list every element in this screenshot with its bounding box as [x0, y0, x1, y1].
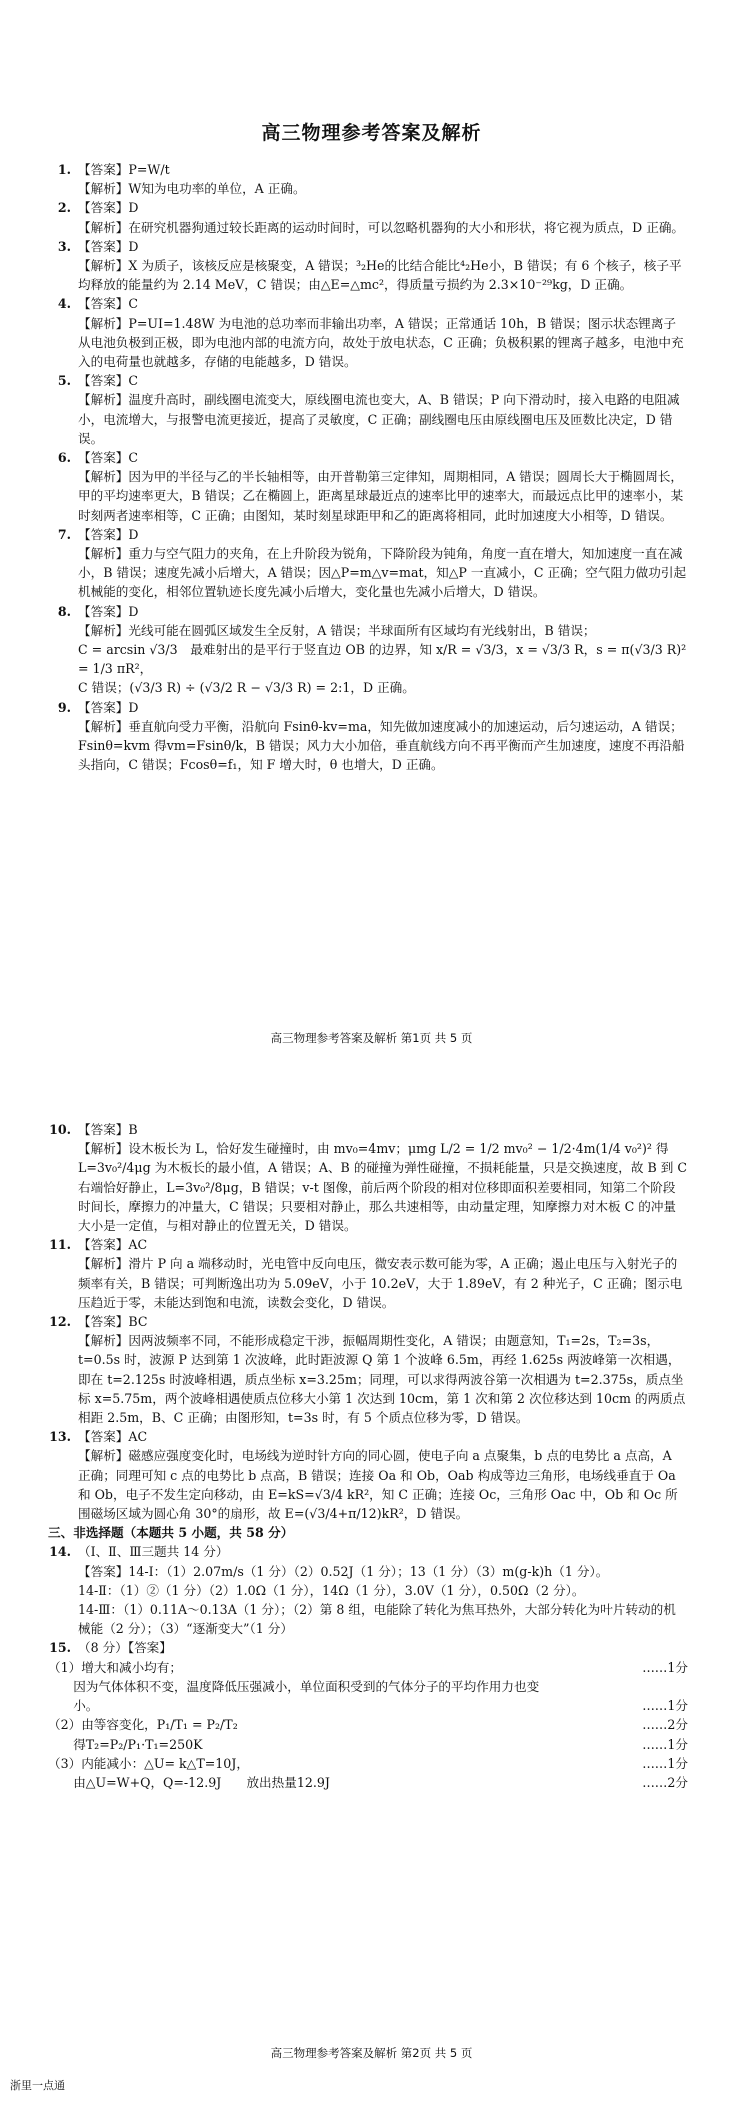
analysis-line [78, 256, 688, 294]
answer-line [49, 1312, 688, 1331]
analysis-line [78, 218, 688, 237]
answers-page-1 [48, 160, 688, 775]
scoring-text: 得T₂=P₂/P₁·T₁=250K [48, 1736, 203, 1752]
line-text: 【解析】磁感应强度变化时，电场线为逆时针方向的同心圆，使电子向 a 点聚集，b 点的电势比 a 点高，A 正确；同理可知 c 点的电势比 b 点高，B 错误；连接 Oa 和 Ob，Oab 构成等边三角形，电场线垂直于 Oa 和 Ob，电子不发生定向移动，由 E=kS=√3/4 kR²，知 C 正确；连接 Oc，三角形 Oac 中，Ob 和 Oc 所围磁场区域为圆心角 30°的扇形，故 E=(√3/4+π/12)kR²，D 错误。 [78, 1448, 678, 1522]
question-number: 7. [57, 526, 71, 542]
line-text: 【解析】设木板长为 L，恰好发生碰撞时，由 mv₀=4mv；μmg L/2 = 1/2 mv₀² − 1/2·4m(1/4 v₀²)² 得L=3v₀²/4μg 为木板长的最小值，A 错误；A、B 的碰撞为弹性碰撞，不损耗能量，只是交换速度，故 B 到 C 右端恰好静止，L=3v₀²/8μg，B 错误；v-t 图像，前后两个阶段的相对位移即面积差要相同，知第二个阶段时间长，摩擦力的冲量大，C 错误；只要相对静止，那么共速相等，由动量定理，知摩擦力对木板 C 的冲量大小是一定值，与相对静止的位置无关，D 错误。 [78, 1141, 687, 1234]
line-text: 【答案】C [78, 373, 139, 389]
question-item [48, 1120, 688, 1235]
question-item [48, 198, 688, 236]
question-number: 13. [49, 1429, 71, 1445]
answer-line [57, 448, 688, 467]
question-number: 4. [57, 296, 71, 312]
analysis-line [78, 1254, 688, 1312]
question-item [48, 237, 688, 295]
watermark-text: 浙里一点通 [10, 2079, 65, 2092]
question-item [48, 160, 688, 198]
line-text: 【解析】光线可能在圆弧区域发生全反射，A 错误；半球面所有区域均有光线射出，B 错误； [78, 622, 596, 638]
answer-line [57, 602, 688, 621]
scoring-row [48, 1658, 688, 1677]
analysis-line [78, 467, 688, 525]
line-text: C = arcsin √3/3 最难射出的是平行于竖直边 OB 的边界，知 x/R = √3/3，x = √3/3 R，s = π(√3/3 R)² = 1/3 πR²， [78, 642, 687, 677]
answer-line [49, 1120, 688, 1139]
analysis-line [78, 179, 688, 198]
question-number: 2. [57, 200, 71, 216]
question-number: 15. [49, 1640, 71, 1656]
score-points: ……2分 [642, 1717, 688, 1733]
question-item [48, 602, 688, 698]
question-number: 10. [49, 1122, 71, 1137]
question-number: 8. [57, 603, 71, 619]
line-text: 【解析】X 为质子，该核反应是核聚变，A 错误；³₂He的比结合能比⁴₂He小，B 错误；有 6 个核子，核子平均释放的能量约为 2.14 MeV，C 错误；由△E=△mc²，得质量亏损约为 2.3×10⁻²⁹kg，D 正确。 [78, 258, 682, 293]
score-points: ……2分 [642, 1774, 688, 1790]
question-item [48, 294, 688, 371]
analysis-line [78, 717, 688, 775]
analysis-line [78, 314, 688, 372]
answer-line: 【答案】14-Ⅰ：（1）2.07m/s（1 分）（2）0.52J（1 分）；13（1 分）（3）m(g-k)h（1 分）。 [78, 1563, 609, 1579]
answer-line [57, 160, 688, 179]
page-footer-1: 高三物理参考答案及解析 第1页 共 5 页 [270, 1031, 473, 1045]
question-number: 5. [57, 373, 71, 389]
line-text: 【答案】D [78, 526, 139, 542]
scoring-row [48, 1735, 688, 1754]
question-number: 1. [57, 162, 71, 177]
line-text: 【解析】在研究机器狗通过较长距离的运动时间时，可以忽略机器狗的大小和形状，将它视为质点，D 正确。 [78, 219, 685, 235]
line-text: 【答案】D [78, 603, 139, 619]
question-item [48, 1312, 688, 1427]
section-heading: 三、非选择题（本题共 5 小题，共 58 分） [48, 1525, 294, 1541]
score-points: ……1分 [642, 1659, 688, 1675]
question-item [48, 1427, 688, 1523]
line-text: 【答案】C [78, 296, 139, 312]
analysis-line [78, 390, 688, 448]
line-text: 【解析】因两波频率不同，不能形成稳定干涉，振幅周期性变化，A 错误；由题意知，T₁=2s，T₂=3s，t=0.5s 时，波源 P 达到第 1 次波峰，此时距波源 Q 第 1 个波峰 6.5m，再经 1.625s 两波峰第一次相遇，即在 t=2.125s 时波峰相遇，质点坐标 x=3.25m；同理，可以求得两波谷第一次相遇为 t=2.375s，质点坐标 x=5.75m，两个波峰相遇使质点位移大小第 1 次达到 10cm，第 1 次和第 2 次位移达到 10cm 的两质点相距 2.5m，B、C 正确；由图形知，t=3s 时，有 5 个质点位移为零，D 错误。 [78, 1333, 686, 1426]
line-text: 【答案】B [78, 1122, 138, 1137]
scoring-text: （1）增大和减小均有； [48, 1659, 182, 1675]
line-text: 【答案】AC [78, 1429, 148, 1445]
line-text: 【答案】D [78, 238, 139, 254]
answer-line [57, 237, 688, 256]
question-item [48, 1542, 688, 1638]
answer-line [49, 1427, 688, 1446]
line-text: 【解析】温度升高时，副线圈电流变大，原线圈电流也变大，A、B 错误；P 向下滑动时，接入电路的电阻减小，电流增大，与报警电流更接近，提高了灵敏度，C 正确；副线圈电压由原线圈电压及匝数比决定，D 错误。 [78, 392, 680, 446]
score-points: ……1分 [642, 1755, 688, 1771]
line-text: 【解析】P=UI=1.48W 为电池的总功率而非输出功率，A 错误；正常通话 10h，B 错误；图示状态锂离子从电池负极到正极，即为电池内部的电流方向，故处于放电状态，C 正确；负极积累的锂离子越多，电池中充入的电荷量也就越多，存储的电能越多，D 错误。 [78, 315, 684, 370]
scoring-row [48, 1754, 688, 1773]
line-text: 【解析】垂直航向受力平衡，沿航向 Fsinθ-kv=ma，知先做加速度减小的加速运动，后匀速运动，A 错误；Fsinθ=kvm 得vm=Fsinθ/k，B 错误；风力大小加倍，垂直航线方向不再平衡而产生加速度，速度不再沿船头指向，C 错误；Fcosθ=f₁，知 F 增大时，θ 也增大，D 正确。 [78, 718, 685, 773]
scoring-text: （2）由等容变化，P₁/T₁ = P₂/T₂ [48, 1717, 238, 1733]
answer-line: 14-Ⅲ：（1）0.11A～0.13A（1 分）；（2）第 8 组，电能除了转化为焦耳热外，大部分转化为叶片转动的机械能（2 分）；（3）“逐渐变大”（1 分） [78, 1602, 676, 1637]
line-text: 【答案】AC [78, 1237, 148, 1253]
question-number: 11. [49, 1237, 71, 1253]
answer-line [57, 294, 688, 313]
analysis-line [78, 621, 688, 640]
answer-line [57, 525, 688, 544]
question-item [48, 448, 688, 525]
score-points: ……1分 [642, 1698, 688, 1714]
page-footer-2: 高三物理参考答案及解析 第2页 共 5 页 [270, 2046, 473, 2060]
analysis-line [78, 678, 688, 697]
line-text: 【答案】BC [78, 1314, 148, 1330]
question-item [48, 698, 688, 775]
question-number: 3. [57, 238, 71, 254]
question-number: 12. [49, 1314, 71, 1330]
answer-line [49, 1235, 688, 1254]
analysis-line [78, 1446, 688, 1523]
line-text: 【答案】D [78, 699, 139, 715]
scoring-text: （3）内能减小：△U= k△T=10J， [48, 1755, 249, 1771]
answers-page-2 [48, 1120, 688, 1792]
page-title: 高三物理参考答案及解析 [261, 122, 482, 144]
line-text: 【答案】D [78, 200, 139, 216]
question-number: 9. [57, 699, 71, 715]
line-text: 【答案】C [78, 450, 139, 466]
question-number: 14. [49, 1544, 71, 1560]
scoring-text: 因为气体体积不变，温度降低压强减小，单位面积受到的气体分子的平均作用力也变 [48, 1678, 540, 1694]
line-text: 【解析】滑片 P 向 a 端移动时，光电管中反向电压，微安表示数可能为零，A 正确；遏止电压与入射光子的频率有关，B 错误；可判断逸出功为 5.09eV，小于 10.2eV，大于 1.89eV，有 2 种光子，C 正确；图示电压趋近于零，未能达到饱和电流，读数会变化，D 错误。 [78, 1256, 683, 1310]
question-number: 6. [57, 450, 71, 466]
answer-line [57, 371, 688, 390]
question-item [48, 371, 688, 448]
analysis-line [78, 1139, 688, 1235]
line-text: 【答案】P=W/t [78, 162, 170, 177]
question-item [48, 1638, 688, 1792]
scoring-row [48, 1677, 688, 1696]
answer-line: 14-Ⅱ：（1）②（1 分）（2）1.0Ω（1 分），14Ω（1 分），3.0V（1 分），0.50Ω（2 分）。 [78, 1582, 585, 1598]
question-item [48, 1235, 688, 1312]
question-head [49, 1542, 688, 1561]
question-head [49, 1638, 688, 1657]
scoring-text: 小。 [48, 1698, 99, 1714]
question-item [48, 525, 688, 602]
scoring-row [48, 1696, 688, 1715]
answer-line [57, 198, 688, 217]
line-text: 【解析】因为甲的半径与乙的半长轴相等，由开普勒第三定律知，周期相同，A 错误；圆周长大于椭圆周长，甲的平均速率更大，B 错误；乙在椭圆上，距离星球最近点的速率比甲的速率大，而最远点比甲的速率小，某时刻两者速率相等，C 正确；由图知，某时刻星球距甲和乙的距离将相同，此时加速度大小相等，D 错误。 [78, 469, 684, 523]
analysis-line [78, 544, 688, 602]
line-text: 【解析】W知为电功率的单位，A 正确。 [78, 181, 306, 197]
score-points: ……1分 [642, 1736, 688, 1752]
analysis-line [78, 1331, 688, 1427]
scoring-row [48, 1715, 688, 1734]
answer-line [57, 698, 688, 717]
line-text: 【解析】重力与空气阻力的夹角，在上升阶段为锐角，下降阶段为钝角，角度一直在增大，知加速度一直在减小，B 错误；速度先减小后增大，A 错误；因△P=m△v=mat，知△P 一直减小，C 正确；空气阻力做功引起机械能的变化，相邻位置轨迹长度先减小后增大，变化量也先减小后增大，D 错误。 [78, 546, 687, 600]
scoring-text: 由△U=W+Q，Q=-12.9J 放出热量12.9J [48, 1774, 330, 1790]
analysis-line [78, 640, 688, 678]
line-text: C 错误；(√3/3 R) ÷ (√3/2 R − √3/3 R) = 2:1，D 正确。 [78, 680, 415, 696]
line-text: （Ⅰ、Ⅱ、Ⅲ三题共 14 分） [78, 1544, 229, 1560]
line-text: （8 分）【答案】 [78, 1640, 172, 1656]
scoring-row [48, 1773, 688, 1792]
